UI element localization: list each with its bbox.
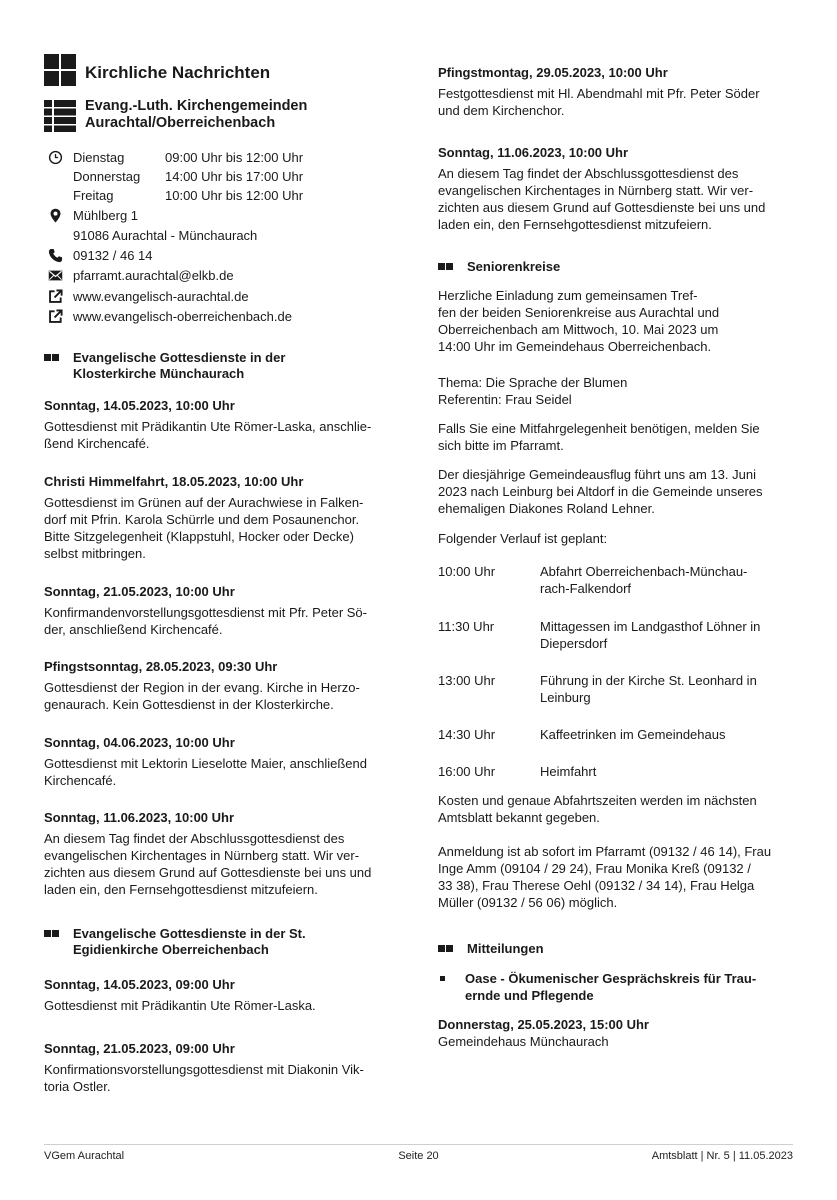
text-line: Konfirmationsvorstellungsgottesdienst mit Diakonin Vik- [44,1062,364,1077]
website-link-aurachtal[interactable]: www.evangelisch-aurachtal.de [73,289,249,304]
text-line: evangelischen Kirchentages in Nürnberg statt. Wir ver- [438,183,754,198]
phone-icon [48,248,63,263]
event-date: Sonntag, 21.05.2023, 09:00 Uhr [44,1041,235,1056]
heading-line: Evangelische Gottesdienste in der [73,350,286,365]
text-line: Falls Sie eine Mitfahrgelegenheit benötigen, melden Sie [438,421,760,436]
text-line: An diesem Tag findet der Abschlussgottesdienst des [44,831,345,846]
text-line: Leinburg [540,690,591,705]
stacked-bars-icon [44,100,76,132]
event-date: Donnerstag, 25.05.2023, 15:00 Uhr [438,1017,649,1032]
organization-name-line2: Aurachtal/Oberreichenbach [85,115,276,131]
text-line: Führung in der Kirche St. Leonhard in [540,673,757,688]
address-street: Mühlberg 1 [73,208,139,223]
text-line: Müller (09132 / 56 06) möglich. [438,895,618,910]
four-squares-icon [44,54,76,86]
event [44,809,400,898]
schedule-time: 11:30 Uhr [438,619,495,634]
email-row [44,267,400,284]
egidienkirche-heading [44,926,400,958]
text-line: Gottesdienst mit Prädikantin Ute Römer-Laska, anschlie- [44,419,372,434]
event-date: Christi Himmelfahrt, 18.05.2023, 10:00 Uhr [44,474,304,489]
phone-number: 09132 / 46 14 [73,248,153,263]
schedule-description [540,763,793,780]
address-city: 91086 Aurachtal - Münchaurach [73,228,258,243]
event-description [44,997,400,1014]
footer-page-number: Seite 20 [398,1150,439,1162]
text-line: toria Ostler. [44,1079,111,1094]
heading-line: Mitteilungen [467,941,544,956]
text-line: Kaffeetrinken im Gemeindehaus [540,727,726,742]
heading-squares-icon [438,263,453,270]
text-line: zichten aus diesem Grund auf Gottesdienste bei uns und [44,865,372,880]
heading-squares-icon [44,930,59,937]
website-link-oberreichenbach[interactable]: www.evangelisch-oberreichenbach.de [73,309,292,324]
event-description [438,85,793,119]
event [44,583,400,638]
schedule-time: 13:00 Uhr [438,673,496,688]
clock-icon [48,150,63,165]
schedule-time: 16:00 Uhr [438,764,496,779]
office-time: 10:00 Uhr bis 12:00 Uhr [165,188,304,203]
text-line: genaurach. Kein Gottesdienst in der Klosterkirche. [44,697,334,712]
phone-row [44,247,400,264]
seniorenkreise-theme [438,374,793,408]
heading-squares-icon [44,354,59,361]
schedule-description [540,563,793,597]
text-line: Bitte Sitzgelegenheit (Klappstuhl, Hocker oder Decke) [44,529,354,544]
schedule-description [540,618,793,652]
heading-squares-icon [438,945,453,952]
office-day: Freitag [73,188,114,203]
event-description [438,165,793,233]
text-line: Gottesdienst der Region in der evang. Kirche in Herzo- [44,680,360,695]
text-line: und dem Kirchenchor. [438,103,565,118]
text-line: zichten aus diesem Grund auf Gottesdienste bei uns und [438,200,766,215]
heading-line: Klosterkirche Münchaurach [73,366,245,381]
office-time: 09:00 Uhr bis 12:00 Uhr [165,150,304,165]
section-header [44,54,400,90]
text-line: Amtsblatt bekannt gegeben. [438,810,600,825]
text-line: fen der beiden Seniorenkreise aus Aurachtal und [438,305,720,320]
event [44,397,400,452]
event-date: Sonntag, 14.05.2023, 10:00 Uhr [44,398,235,413]
footer-divider [44,1144,793,1145]
event-description [44,830,400,898]
text-line: der, anschließend Kirchencafé. [44,622,223,637]
office-hours-row [44,187,400,204]
event-description [44,679,400,713]
envelope-icon [48,268,63,283]
text-line: Kosten und genaue Abfahrtszeiten werden im nächsten [438,793,757,808]
text-line: rach-Falkendorf [540,581,632,596]
seniorenkreise-trip [438,466,793,517]
office-day: Donnerstag [73,169,141,184]
text-line: Anmeldung ist ab sofort im Pfarramt (09132 / 46 14), Frau [438,844,772,859]
text-line: Kirchencafé. [44,773,117,788]
footer-left: VGem Aurachtal [44,1150,125,1162]
text-line: ernde und Pflegende [465,988,594,1003]
text-line: Thema: Die Sprache der Blumen [438,375,628,390]
mitteilungen-event [438,1016,793,1050]
external-link-icon [48,309,63,324]
schedule-time: 14:30 Uhr [438,727,496,742]
event-date: Sonntag, 11.06.2023, 10:00 Uhr [44,810,235,825]
text-line: ßend Kirchencafé. [44,436,150,451]
event-date: Sonntag, 04.06.2023, 10:00 Uhr [44,735,235,750]
text-line: 14:00 Uhr im Gemeindehaus Oberreichenbach. [438,339,712,354]
event [44,473,400,562]
schedule-description [540,672,793,706]
mitteilungen-item [438,970,793,1004]
event-description [44,755,400,789]
schedule-description [540,726,793,743]
website-row [44,308,400,325]
office-hours-row [44,168,400,185]
event-description [44,604,400,638]
mitteilungen-heading [438,941,793,957]
text-line: Referentin: Frau Seidel [438,392,572,407]
event-location: Gemeindehaus Münchaurach [438,1034,609,1049]
office-hours-row [44,149,400,166]
heading-line: Seniorenkreise [467,259,561,274]
schedule-intro: Folgender Verlauf ist geplant: [438,531,608,546]
text-line: Diepersdorf [540,636,608,651]
klosterkirche-heading [44,350,400,382]
external-link-icon [48,289,63,304]
heading-line: Evangelische Gottesdienste in der St. [73,926,306,941]
event [44,658,400,713]
footer-right: Amtsblatt | Nr. 5 | 11.05.2023 [651,1150,793,1162]
organization-name-line1: Evang.-Luth. Kirchengemeinden [85,98,308,114]
text-line: Der diesjährige Gemeindeausflug führt uns am 13. Juni [438,467,756,482]
text-line: An diesem Tag findet der Abschlussgottesdienst des [438,166,739,181]
office-time: 14:00 Uhr bis 17:00 Uhr [165,169,304,184]
address-row [44,207,400,224]
text-line: Mittagessen im Landgasthof Löhner in [540,619,761,634]
text-line: Konfirmandenvorstellungsgottesdienst mit Pfr. Peter Sö- [44,605,367,620]
text-line: Gottesdienst mit Lektorin Lieselotte Maier, anschließend [44,756,368,771]
location-pin-icon [48,208,63,223]
text-line: sich bitte im Pfarramt. [438,438,564,453]
text-line: Herzliche Einladung zum gemeinsamen Tref- [438,288,698,303]
seniorenkreise-intro [438,287,793,355]
text-line: laden ein, den Fernsehgottesdienst mitzufeiern. [44,882,318,897]
event [44,976,400,1014]
text-line: Heimfahrt [540,764,597,779]
seniorenkreise-heading [438,259,793,275]
registration-note [438,843,793,911]
text-line: Gottesdienst im Grünen auf der Aurachwiese in Falken- [44,495,364,510]
event-date: Pfingstmontag, 29.05.2023, 10:00 Uhr [438,65,668,80]
heading-line: Egidienkirche Oberreichenbach [73,942,269,957]
office-day: Dienstag [73,150,125,165]
text-line: 33 38), Frau Therese Oehl (09132 / 34 14), Frau Helga [438,878,755,893]
text-line: 2023 nach Leinburg bei Altdorf in die Gemeinde unseres [438,484,763,499]
event [44,734,400,789]
text-line: evangelischen Kirchentages in Nürnberg statt. Wir ver- [44,848,360,863]
event [438,144,793,233]
text-line: Inge Amm (09104 / 29 24), Frau Monika Kreß (09132 / [438,861,751,876]
text-line: Abfahrt Oberreichenbach-Münchau- [540,564,748,579]
text-line: Oberreichenbach am Mittwoch, 10. Mai 2023 um [438,322,719,337]
event-date: Pfingstsonntag, 28.05.2023, 09:30 Uhr [44,659,278,674]
event-date: Sonntag, 11.06.2023, 10:00 Uhr [438,145,629,160]
email-link[interactable]: pfarramt.aurachtal@elkb.de [73,268,234,283]
event-description [44,418,400,452]
text-line: Gottesdienst mit Prädikantin Ute Römer-Laska. [44,998,316,1013]
website-row [44,288,400,305]
section-title: Kirchliche Nachrichten [85,63,271,82]
text-line: laden ein, den Fernsehgottesdienst mitzufeiern. [438,217,712,232]
text-line: Oase - Ökumenischer Gesprächskreis für Trau- [465,971,757,986]
costs-note [438,792,793,826]
text-line: Festgottesdienst mit Hl. Abendmahl mit Pfr. Peter Söder [438,86,760,101]
event-description [44,494,400,562]
event-date: Sonntag, 14.05.2023, 09:00 Uhr [44,977,235,992]
bullet-icon [440,976,445,981]
address-city-row [44,227,400,244]
text-line: selbst mitbringen. [44,546,146,561]
event [44,1040,400,1095]
event [438,64,793,119]
event-date: Sonntag, 21.05.2023, 10:00 Uhr [44,584,235,599]
schedule-time: 10:00 Uhr [438,564,496,579]
text-line: ehemaligen Diakones Roland Lehner. [438,501,655,516]
text-line: dorf mit Pfrin. Karola Schürrle und dem Posaunenchor. [44,512,360,527]
seniorenkreise-ride [438,420,793,454]
event-description [44,1061,400,1095]
organization-header [44,98,400,134]
